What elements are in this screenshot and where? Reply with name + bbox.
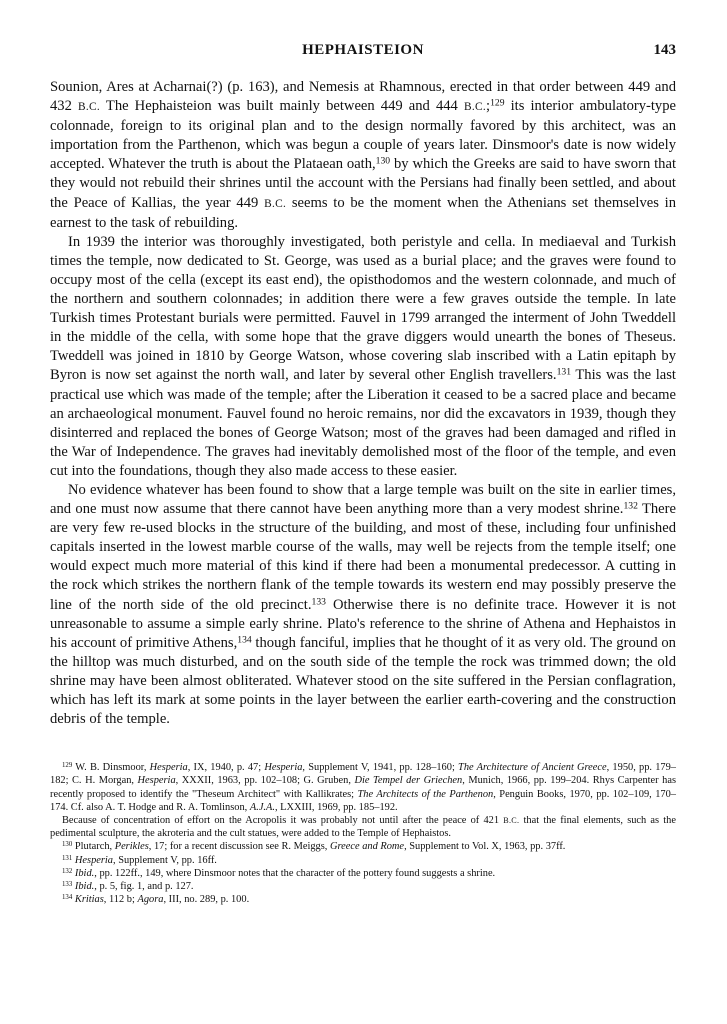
- footnote-129-continued: Because of concentration of effort on the Acropolis it was probably not until after the peace of 421 B.C. that the final elements, such as the pedimental sculpture, the akroteria and the cult statues, were added to the Temple of Hephaistos.: [50, 815, 676, 840]
- paragraph-3: No evidence whatever has been found to show that a large temple was built on the site in earlier times, and one must now assume that there cannot have been anything more than a very modest shrine.$^{132}$ There are very few re-used blocks in the structure of the building, and most of these, including four unfinished capitals inserted in the lowest marble course of the walls, may well be rejects from the temple itself; one would expect much more material of this kind if there had been a monumental predecessor. A cutting in the rock which strikes the northern flank of the temple towards its western end may possibly preserve the line of the north side of the old precinct.$^{133}$ Otherwise there is no definite trace. However it is not unreasonable to assume a simple early shrine. Plato's reference to the shrine of Athena and Hephaistos in his account of primitive Athens,$^{134}$ though fanciful, implies that he thought of it as very old. The ground on the hilltop was much disturbed, and on the south side of the temple the rock was trimmed down; the old shrine may have been almost obliterated. Whatever stood on the site suffered in the Persian conflagration, which has left its mark at some points in the layer between the earlier earth-covering and the construction debris of the temple.: [50, 481, 676, 728]
- footnote-132: $^{132}$ Ibid., pp. 122ff., 149, where Dinsmoor notes that the character of the pottery found suggests a shrine.: [62, 867, 496, 879]
- paragraph-2: In 1939 the interior was thoroughly investigated, both peristyle and cella. In mediaeval and Turkish times the temple, now dedicated to St. George, was used as a burial place; and the graves were found to occupy most of the cella (except its east end), the opisthodomos and the western colonnade, and much of the northern and southern colonnades; in addition there were a few graves outside the temple. In late Turkish times Protestant burials were permitted. Fauvel in 1799 arranged the interment of John Tweddell in the middle of the cella, with some hope that the grave diggers would unearth the bones of Theseus. Tweddell was joined in 1810 by George Watson, whose covering slab inscribed with a Latin epitaph by Byron is now set against the north wall, and later by several other English travellers.$^{131}$ This was the last practical use which was made of the temple; after the Liberation it ceased to be a sacred place and became an archaeological monument. Fauvel found no heroic remains, nor did the excavators in 1939, though they disinterred and replaced the bones of George Watson; most of the graves had been damaged and rifled in the War of Independence. The graves had inevitably demolished most of the floor of the temple, and even cut into the foundations, though they also made access to these easier.: [50, 233, 676, 479]
- paragraph-1: Sounion, Ares at Acharnai(?) (p. 163), and Nemesis at Rhamnous, erected in that order between 449 and 432 B.C. The Hephaisteion was built mainly between 449 and 444 B.C.;$^{129}$ its interior ambulatory-type colonnade, foreign to its original plan and to the design normally favored by this architect, was an importation from the Parthenon, which was begun a couple of years later. Dinsmoor's date is now widely accepted. Whatever the truth is about the Plataean oath,$^{130}$ by which the Greeks are said to have sworn that they would not rebuild their shrines until the account with the Persians had finally been settled, and about the Peace of Kallias, the year 449 B.C. seems to be the moment when the Athenians set themselves in earnest to the task of rebuilding.: [50, 79, 677, 231]
- footnote-131: $^{131}$ Hesperia, Supplement V, pp. 16ff.: [62, 854, 217, 866]
- footnotes: [50, 761, 676, 906]
- page-header: [50, 42, 676, 64]
- footnote-ref-130[interactable]: 130: [375, 156, 391, 168]
- running-head: HEPHAISTEION: [302, 42, 424, 58]
- footnote-ref-134[interactable]: 134: [237, 634, 252, 646]
- footnote-ref-129[interactable]: 129: [490, 97, 505, 109]
- footnote-ref-131[interactable]: 131: [556, 367, 571, 379]
- footnote-134: $^{134}$ Kritias, 112 b; Agora, III, no. 289, p. 100.: [62, 894, 250, 906]
- footnote-ref-132[interactable]: 132: [623, 500, 638, 512]
- footnote-133: $^{133}$ Ibid., p. 5, fig. 1, and p. 127.: [62, 880, 194, 893]
- footnote-ref-133[interactable]: 133: [311, 596, 326, 608]
- footnote-130: $^{130}$ Plutarch, Perikles, 17; for a recent discussion see R. Meiggs, Greece and Rome, Supplement to Vol. X, 1963, pp. 37ff.: [62, 841, 566, 853]
- footnote-129: $^{129}$ W. B. Dinsmoor, Hesperia, IX, 1940, p. 47; Hesperia, Supplement V, 1941, pp. 128–160; The Architecture of Ancient Greece, 1950, pp. 179–182; C. H. Morgan, Hesperia, XXXII, 1963, pp. 102–108; G. Gruben, Die Tempel der Griechen, Munich, 1966, pp. 199–204. Rhys Carpenter has recently proposed to identify the "Theseum Architect" with Kallikrates; The Architects of the Parthenon, Penguin Books, 1970, pp. 102–109, 170–174. Cf. also A. T. Hodge and R. A. Tomlinson, A.J.A., LXXIII, 1969, pp. 185–192.: [50, 762, 677, 813]
- page-number: 143: [653, 42, 676, 58]
- page: [50, 42, 676, 906]
- main-text: [50, 78, 676, 729]
